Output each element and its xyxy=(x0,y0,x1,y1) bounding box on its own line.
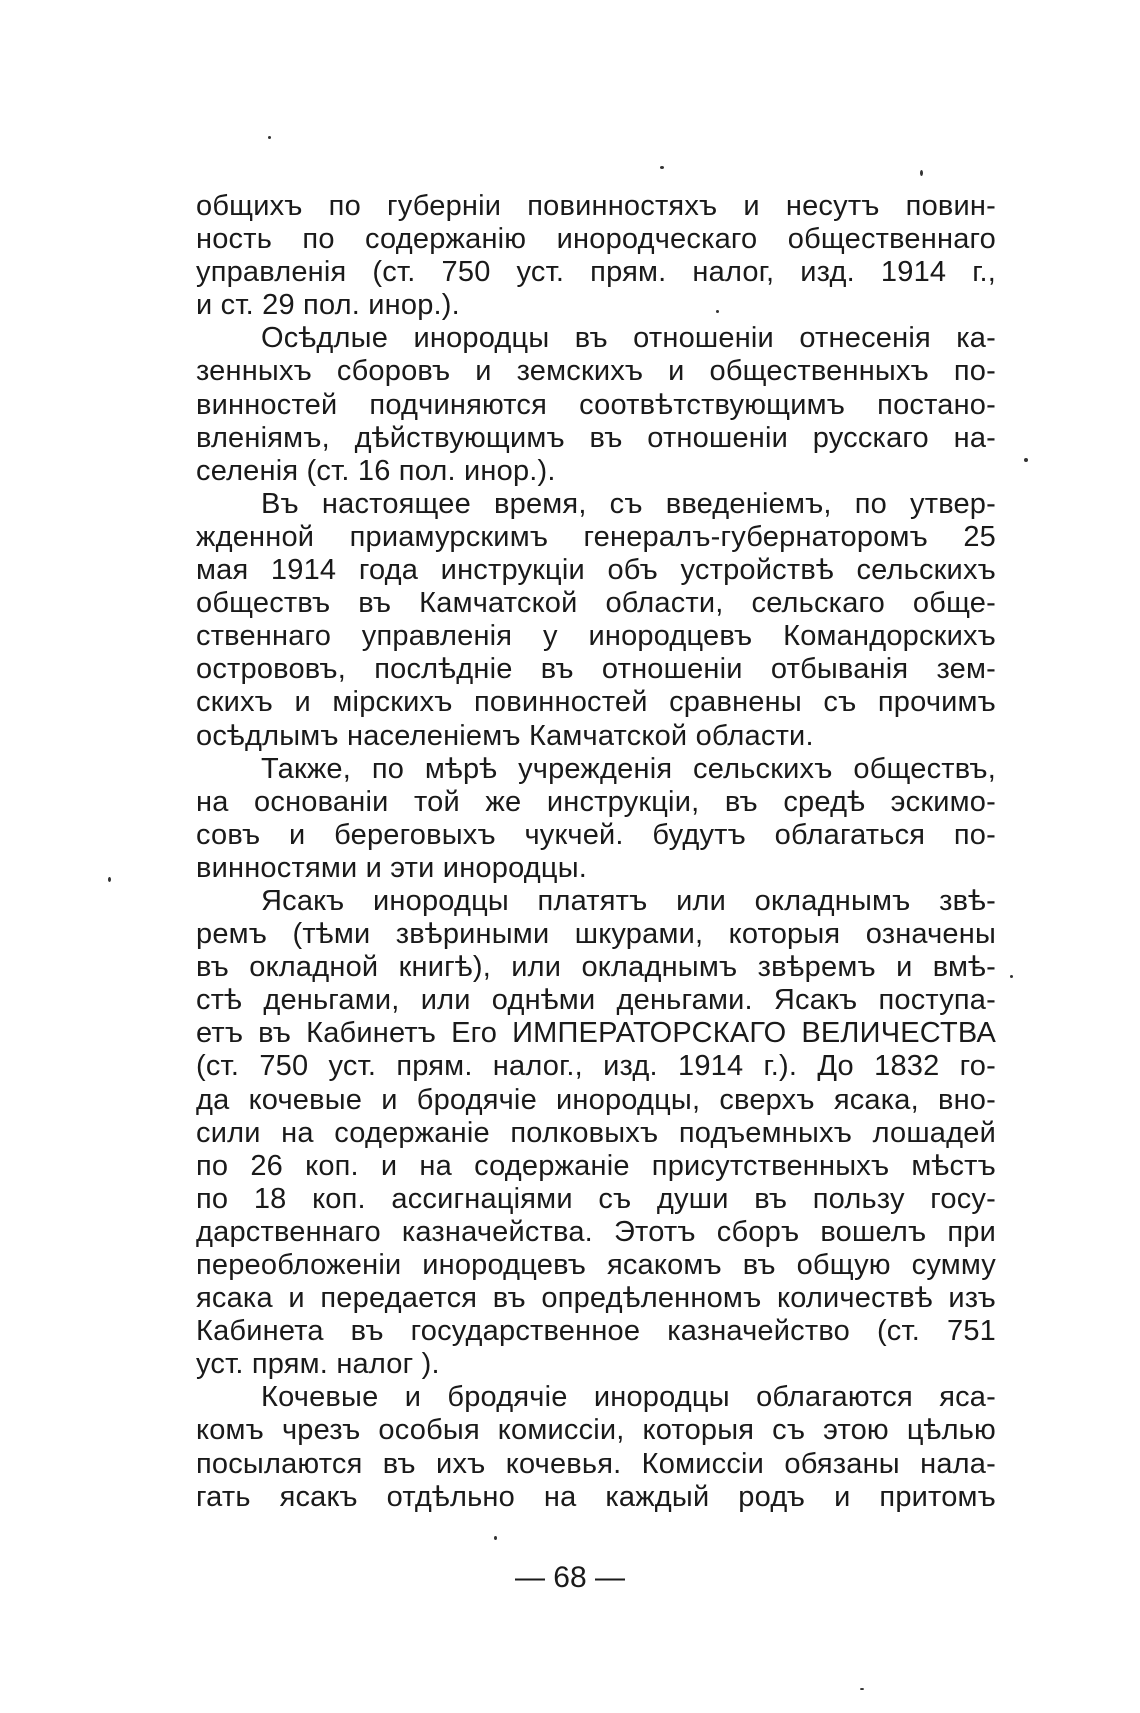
text-line: сили на содержаніе полковыхъ подъемныхъ лошадей xyxy=(196,1116,996,1149)
text-line: вленіямъ, дѣйствующимъ въ отношеніи русскаго на- xyxy=(196,421,996,454)
text-line: селенія (ст. 16 пол. инор.). xyxy=(196,454,556,487)
text-line: ремъ (тѣми звѣриными шкурами, которыя означены xyxy=(196,918,996,951)
text-line: ясака и передается въ опредѣленномъ количествѣ изъ xyxy=(196,1282,996,1315)
text-line: комъ чрезъ особыя комиссіи, которыя съ этою цѣлью xyxy=(196,1414,996,1447)
page-number: — 68 — xyxy=(514,1561,626,1594)
scan-speck xyxy=(494,1536,497,1540)
text-line: и ст. 29 пол. инор.). xyxy=(196,289,460,322)
text-line: по 18 коп. ассигнаціями съ души въ пользу госу- xyxy=(196,1182,996,1215)
paragraph-4 xyxy=(196,753,996,885)
text-line: посылаются въ ихъ кочевья. Комиссіи обязаны нала- xyxy=(196,1447,996,1480)
text-line: въ окладной книгѣ), или окладнымъ звѣремъ и вмѣ- xyxy=(196,951,996,984)
text-line: Кочевые и бродячіе инородцы облагаются яса- xyxy=(261,1381,996,1414)
scan-speck xyxy=(1010,975,1013,978)
paragraph-6 xyxy=(196,1381,996,1513)
text-line: обществъ въ Камчатской области, сельскаго обще- xyxy=(196,587,996,620)
text-line: дарственнаго казначейства. Этотъ сборъ вошелъ при xyxy=(196,1215,996,1248)
text-line: гать ясакъ отдѣльно на каждый родъ и притомъ xyxy=(196,1480,996,1513)
paragraph-1 xyxy=(196,190,996,322)
text-line: на основаніи той же инструкціи, въ средѣ эскимо- xyxy=(196,785,996,818)
text-line: осѣдлымъ населеніемъ Камчатской области. xyxy=(196,719,814,752)
paragraph-3 xyxy=(196,488,996,753)
scan-speck xyxy=(1024,458,1028,462)
text-line: жденной приамурскимъ генералъ-губернаторомъ 25 xyxy=(196,520,996,553)
text-line: Въ настоящее время, съ введеніемъ, по утвер- xyxy=(261,487,996,520)
text-line: етъ въ Кабинетъ Его ИМПЕРАТОРСКАГО ВЕЛИЧЕСТВА xyxy=(196,1017,996,1050)
text-line: зенныхъ сборовъ и земскихъ и общественныхъ по- xyxy=(196,355,996,388)
text-line: мая 1914 года инструкціи объ устройствѣ сельскихъ xyxy=(196,554,996,587)
text-line: уст. прям. налог ). xyxy=(196,1348,440,1381)
text-line: управленія (ст. 750 уст. прям. налог, изд. 1914 г., xyxy=(196,256,996,289)
text-line: ственнаго управленія у инородцевъ Командорскихъ xyxy=(196,620,996,653)
text-line: (ст. 750 уст. прям. налог., изд. 1914 г.). До 1832 го- xyxy=(196,1050,996,1083)
text-line: ность по содержанію инородческаго общественнаго xyxy=(196,223,996,256)
scan-speck xyxy=(860,1688,864,1690)
scan-speck xyxy=(108,877,111,882)
text-line: стѣ деньгами, или однѣми деньгами. Ясакъ поступа- xyxy=(196,984,996,1017)
text-line: Также, по мѣрѣ учрежденія сельскихъ обществъ, xyxy=(261,752,996,785)
text-line: Кабинета въ государственное казначейство (ст. 751 xyxy=(196,1315,996,1348)
scan-speck xyxy=(920,170,923,176)
text-line: да кочевые и бродячіе инородцы, сверхъ ясака, вно- xyxy=(196,1083,996,1116)
text-line: переобложеніи инородцевъ ясакомъ въ общую сумму xyxy=(196,1249,996,1281)
text-line: Осѣдлые инородцы въ отношеніи отнесенія ка- xyxy=(261,322,996,355)
text-line: винностей подчиняются соотвѣтствующимъ постано- xyxy=(196,388,996,421)
text-line: по 26 коп. и на содержаніе присутственныхъ мѣстъ xyxy=(196,1149,996,1182)
text-line: скихъ и мірскихъ повинностей сравнены съ прочимъ xyxy=(196,686,996,719)
paragraph-2 xyxy=(196,322,996,487)
text-line: острововъ, послѣдніе въ отношеніи отбыванія зем- xyxy=(196,653,996,686)
text-line: общихъ по губерніи повинностяхъ и несутъ повин- xyxy=(196,190,996,222)
text-line: совъ и береговыхъ чукчей. будутъ облагаться по- xyxy=(196,818,996,851)
text-line: винностями и эти инородцы. xyxy=(196,851,587,884)
body-text xyxy=(196,190,996,1514)
text-line: Ясакъ инородцы платятъ или окладнымъ звѣ- xyxy=(261,884,996,917)
scan-speck xyxy=(660,166,664,169)
paragraph-5 xyxy=(196,885,996,1381)
scan-speck xyxy=(268,136,271,139)
